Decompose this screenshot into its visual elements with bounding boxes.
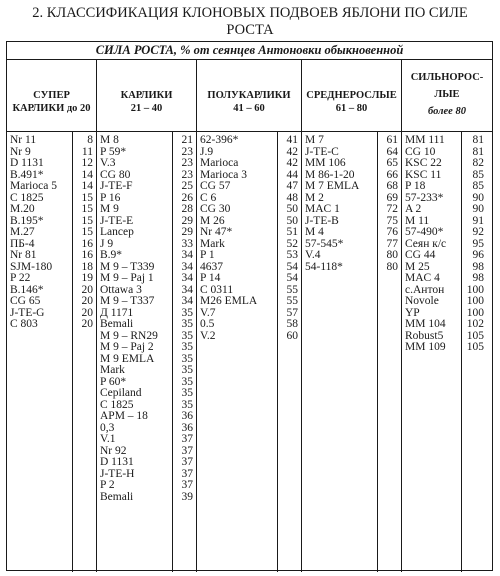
growth-value: 98 <box>472 260 484 273</box>
growth-value: 37 <box>181 479 193 491</box>
rootstock-name: M 26 <box>200 214 225 227</box>
rootstock-name: Nr 9 <box>10 145 31 158</box>
rootstock-names <box>305 135 359 273</box>
growth-value: 42 <box>286 157 298 169</box>
growth-value: 37 <box>181 456 193 468</box>
group-column-super-dwarf <box>7 59 97 572</box>
rootstock-name: Novole <box>405 295 439 307</box>
rootstock-name: 57-233* <box>405 191 444 204</box>
rootstock-name: MAC 4 <box>405 272 440 284</box>
rootstock-name: 0,3 <box>100 421 115 434</box>
growth-value: 37 <box>181 433 193 445</box>
rootstock-names <box>405 135 446 354</box>
growth-value: 92 <box>472 226 484 238</box>
group-column-medium <box>302 59 402 572</box>
banner-rest: от сеянцев Антоновки обыкновенной <box>190 43 404 57</box>
rootstock-name: CG 57 <box>200 180 231 192</box>
header-rule <box>197 131 301 132</box>
group-range: 21 – 40 <box>130 103 163 114</box>
rootstock-name: Mark <box>100 364 125 376</box>
rootstock-name: C 803 <box>10 318 38 330</box>
rootstock-name: M 9 <box>100 203 119 215</box>
rootstock-name: B.491* <box>10 168 44 181</box>
rootstock-name: V.1 <box>100 433 116 445</box>
growth-value: 35 <box>181 341 193 353</box>
rootstock-name: M 86-1-20 <box>305 168 355 181</box>
growth-value: 19 <box>81 272 93 284</box>
growth-value: 35 <box>181 387 193 399</box>
rootstock-name: Сеян к/с <box>405 237 447 250</box>
group-column-dwarf <box>97 59 197 572</box>
rootstock-name: J 9 <box>100 237 114 250</box>
group-name-line-1: СРЕДНЕРОСЛЫЕ <box>306 90 397 101</box>
rootstock-name: YP <box>405 306 420 319</box>
rootstock-names <box>10 135 57 331</box>
growth-value: 61 <box>386 134 398 146</box>
rootstock-name: C 1825 <box>100 398 134 411</box>
rootstock-name: P 14 <box>200 272 221 284</box>
growth-value: 39 <box>181 490 193 503</box>
growth-value: 66 <box>386 168 398 181</box>
group-name-line-1: КАРЛИКИ <box>120 90 173 101</box>
growth-value: 29 <box>181 226 193 238</box>
growth-value: 85 <box>472 168 484 181</box>
growth-value: 90 <box>472 191 484 204</box>
growth-value: 11 <box>81 145 93 158</box>
growth-value: 42 <box>286 145 298 158</box>
rootstock-name: D 1131 <box>100 456 134 468</box>
rootstock-name: M 4 <box>305 226 324 238</box>
rootstock-name: P 1 <box>200 249 215 261</box>
rootstock-name: Lancep <box>100 226 134 238</box>
rootstock-name: KSC 11 <box>405 168 442 181</box>
rootstock-name: C 6 <box>200 191 217 204</box>
growth-value: 77 <box>386 237 398 250</box>
growth-value: 16 <box>81 237 93 250</box>
rootstock-names <box>100 135 158 503</box>
growth-value: 20 <box>81 318 93 330</box>
growth-value: 14 <box>81 168 93 181</box>
rootstock-name: P 2 <box>100 479 115 491</box>
growth-value: 80 <box>386 260 398 273</box>
rootstock-name: Mark <box>200 237 225 250</box>
growth-value: 20 <box>81 295 93 307</box>
rootstock-name: CG 80 <box>100 168 131 181</box>
header-rule <box>97 131 196 132</box>
rootstock-name: M 9 – T337 <box>100 295 155 307</box>
group-header <box>302 89 401 115</box>
rootstock-name: M 9 – T339 <box>100 260 155 273</box>
growth-value: 102 <box>466 318 484 330</box>
rootstock-name: J-TE-C <box>305 145 339 158</box>
growth-value: 15 <box>81 191 93 204</box>
growth-value: 55 <box>286 295 298 307</box>
rootstock-name: V.2 <box>200 329 216 342</box>
rootstock-name: Bemali <box>100 490 134 503</box>
growth-value: 75 <box>386 214 398 227</box>
rootstock-name: M 2 <box>305 191 324 204</box>
growth-value: 34 <box>181 283 193 296</box>
rootstock-name: 62-396* <box>200 134 239 146</box>
rootstock-name: Nr 11 <box>10 134 37 146</box>
growth-value: 35 <box>181 364 193 376</box>
growth-value: 52 <box>286 237 298 250</box>
growth-value: 23 <box>181 168 193 181</box>
classification-table <box>6 41 493 571</box>
growth-value: 20 <box>81 283 93 296</box>
rootstock-name: A 2 <box>405 203 422 215</box>
growth-value: 35 <box>181 352 193 365</box>
rootstock-name: 0.5 <box>200 318 215 330</box>
growth-value: 100 <box>466 283 484 296</box>
group-range: более 80 <box>428 106 466 117</box>
growth-value: 82 <box>472 157 484 169</box>
rootstock-name: 54-118* <box>305 260 343 273</box>
rootstock-name: Nr 47* <box>200 226 233 238</box>
growth-value: 58 <box>286 318 298 330</box>
rootstock-name: 57-490* <box>405 226 444 238</box>
rootstock-name: D 1131 <box>10 157 44 169</box>
growth-value: 80 <box>386 249 398 261</box>
group-name-line-2: ЛЫЕ <box>434 89 460 100</box>
growth-value: 54 <box>286 260 298 273</box>
rootstock-name: M.27 <box>10 226 35 238</box>
growth-value: 98 <box>472 272 484 284</box>
rootstock-name: J-TE-B <box>305 214 339 227</box>
rootstock-name: CG 10 <box>405 145 436 158</box>
growth-value: 76 <box>386 226 398 238</box>
growth-value: 64 <box>386 145 398 158</box>
growth-value: 15 <box>81 203 93 215</box>
growth-value: 44 <box>286 168 298 181</box>
growth-values <box>462 135 484 354</box>
growth-value: 55 <box>286 283 298 296</box>
growth-value: 20 <box>81 306 93 319</box>
rootstock-name: V.4 <box>305 249 321 261</box>
title-line-1: 2. КЛАССИФИКАЦИЯ КЛОНОВЫХ ПОДВОЕВ ЯБЛОНИ ПО СИЛЕ <box>32 5 468 21</box>
rootstock-name: с.Антон <box>405 283 445 296</box>
group-range: 61 – 80 <box>335 103 368 114</box>
group-name-line-1: ПОЛУКАРЛИКИ <box>207 90 291 101</box>
growth-value: 96 <box>472 249 484 261</box>
growth-value: 47 <box>286 180 298 192</box>
growth-value: 34 <box>181 260 193 273</box>
growth-value: 15 <box>81 214 93 227</box>
growth-value: 81 <box>472 145 484 158</box>
rootstock-name: B.195* <box>10 214 44 227</box>
growth-value: 35 <box>181 318 193 330</box>
rootstock-name: Nr 92 <box>100 444 127 457</box>
growth-value: 105 <box>466 329 484 342</box>
rootstock-name: MAC 1 <box>305 203 340 215</box>
growth-values <box>378 135 398 273</box>
growth-value: 16 <box>81 249 93 261</box>
rootstock-name: SJM-180 <box>10 260 53 273</box>
rootstock-name: MM 106 <box>305 157 346 169</box>
rootstock-name: J-TE-F <box>100 180 133 192</box>
rootstock-name: MM 111 <box>405 134 445 146</box>
rootstock-names <box>200 135 257 342</box>
rootstock-name: Marioca <box>200 157 239 169</box>
rootstock-name: V.7 <box>200 306 216 319</box>
growth-value: 35 <box>181 375 193 388</box>
rootstock-name: KSC 22 <box>405 157 442 169</box>
rootstock-name: 57-545* <box>305 237 344 250</box>
group-header <box>97 89 196 115</box>
rootstock-name: M 9 – RN29 <box>100 329 158 342</box>
rootstock-name: MM 104 <box>405 318 446 330</box>
rootstock-name: Nr 81 <box>10 249 37 261</box>
group-name-line-1: СУПЕР <box>33 90 70 101</box>
rootstock-name: B.146* <box>10 283 44 296</box>
growth-value: 85 <box>472 180 484 192</box>
rootstock-name: M 25 <box>405 260 430 273</box>
banner-main: СИЛА РОСТА, % <box>95 43 191 57</box>
growth-value: 57 <box>286 306 298 319</box>
group-header <box>402 71 492 118</box>
growth-value: 21 <box>181 134 193 146</box>
rootstock-name: APM – 18 <box>100 410 148 422</box>
growth-value: 34 <box>181 249 193 261</box>
growth-value: 15 <box>81 226 93 238</box>
group-name-line-2: КАРЛИКИ до 20 <box>12 103 91 114</box>
growth-value: 14 <box>81 180 93 192</box>
growth-value: 100 <box>466 295 484 307</box>
growth-value: 34 <box>181 272 193 284</box>
rootstock-name: CG 65 <box>10 295 41 307</box>
rootstock-name: M 8 <box>100 134 119 146</box>
rootstock-name: J-TE-G <box>10 306 45 319</box>
rootstock-name: 4637 <box>200 260 223 273</box>
rootstock-name: CG 30 <box>200 203 231 215</box>
rootstock-name: J-TE-H <box>100 467 135 480</box>
growth-value: 51 <box>286 226 298 238</box>
growth-value: 12 <box>81 157 93 169</box>
growth-value: 37 <box>181 467 193 480</box>
growth-value: 33 <box>181 237 193 250</box>
growth-value: 36 <box>181 421 193 434</box>
growth-value: 105 <box>466 341 484 353</box>
growth-value: 41 <box>286 134 298 146</box>
growth-value: 35 <box>181 398 193 411</box>
growth-value: 36 <box>181 410 193 422</box>
growth-value: 53 <box>286 249 298 261</box>
group-name-line-1: СИЛЬНОРОС- <box>410 72 484 83</box>
group-column-vigorous <box>402 59 492 572</box>
header-rule <box>402 131 492 132</box>
page-title <box>0 5 500 39</box>
growth-value: 48 <box>286 191 298 204</box>
rootstock-name: M 9 – Paj 1 <box>100 272 154 284</box>
rootstock-name: P 16 <box>100 191 121 204</box>
rootstock-name: P 59* <box>100 145 127 158</box>
growth-value: 54 <box>286 272 298 284</box>
growth-value: 68 <box>386 180 398 192</box>
growth-value: 25 <box>181 180 193 192</box>
rootstock-name: V.3 <box>100 157 116 169</box>
growth-value: 100 <box>466 306 484 319</box>
growth-value: 50 <box>286 214 298 227</box>
rootstock-name: MM 109 <box>405 341 446 353</box>
growth-value: 26 <box>181 191 193 204</box>
rootstock-name: Marioca 3 <box>200 168 247 181</box>
growth-value: 35 <box>181 306 193 319</box>
rootstock-name: J-TE-E <box>100 214 134 227</box>
group-range: 41 – 60 <box>233 103 265 114</box>
header-rule <box>7 131 96 132</box>
group-column-semi-dwarf <box>197 59 302 572</box>
rootstock-name: M 7 EMLA <box>305 180 360 192</box>
rootstock-name: CG 44 <box>405 249 436 261</box>
rootstock-name: J.9 <box>200 145 214 158</box>
rootstock-name: P 60* <box>100 375 127 388</box>
rootstock-name: M 11 <box>405 214 430 227</box>
rootstock-name: M 9 – Paj 2 <box>100 341 154 353</box>
growth-value: 65 <box>386 157 398 169</box>
table-banner <box>7 42 492 60</box>
title-line-2: РОСТА <box>226 22 274 38</box>
rootstock-name: Cepiland <box>100 387 142 399</box>
rootstock-name: M26 EMLA <box>200 295 258 307</box>
growth-value: 91 <box>472 214 484 227</box>
group-header <box>197 89 301 115</box>
rootstock-name: B.9* <box>100 249 123 261</box>
growth-value: 34 <box>181 295 193 307</box>
rootstock-name: P 18 <box>405 180 426 192</box>
growth-value: 23 <box>181 157 193 169</box>
rootstock-name: C 0311 <box>200 283 234 296</box>
growth-value: 50 <box>286 203 298 215</box>
growth-values <box>278 135 298 342</box>
rootstock-name: Marioca 5 <box>10 180 57 192</box>
header-rule <box>302 131 401 132</box>
growth-value: 8 <box>87 134 93 146</box>
rootstock-name: M 7 <box>305 134 324 146</box>
growth-value: 29 <box>181 214 193 227</box>
growth-value: 35 <box>181 329 193 342</box>
growth-value: 18 <box>81 260 93 273</box>
growth-values <box>73 135 93 331</box>
rootstock-name: P 22 <box>10 272 31 284</box>
growth-value: 23 <box>181 145 193 158</box>
growth-value: 28 <box>181 203 193 215</box>
rootstock-name: ПБ-4 <box>10 237 35 250</box>
rootstock-name: C 1825 <box>10 191 44 204</box>
group-header <box>7 89 96 115</box>
growth-value: 95 <box>472 237 484 250</box>
growth-value: 81 <box>472 134 484 146</box>
growth-value: 37 <box>181 444 193 457</box>
rootstock-name: Д 1171 <box>100 306 134 319</box>
rootstock-name: M.20 <box>10 203 35 215</box>
rootstock-name: Bemali <box>100 318 134 330</box>
growth-value: 60 <box>286 329 298 342</box>
growth-value: 72 <box>386 203 398 215</box>
rootstock-name: Ottawa 3 <box>100 283 142 296</box>
growth-value: 69 <box>386 191 398 204</box>
growth-values <box>173 135 193 503</box>
rootstock-name: Robust5 <box>405 329 444 342</box>
rootstock-name: M 9 EMLA <box>100 352 155 365</box>
growth-value: 90 <box>472 203 484 215</box>
